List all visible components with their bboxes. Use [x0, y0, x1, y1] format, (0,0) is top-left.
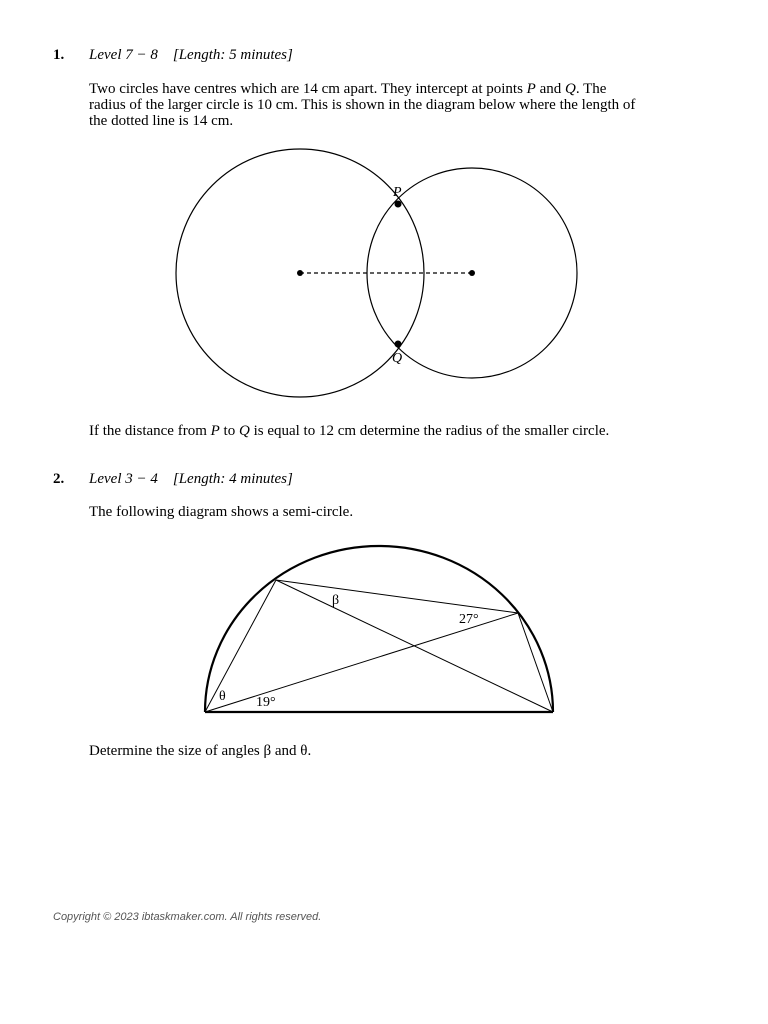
label-q: Q	[392, 351, 403, 366]
question-2-number: 2.	[53, 471, 65, 487]
question-2-header: Level 3 − 4 [Length: 4 minutes]	[89, 471, 293, 487]
question-2-intro: The following diagram shows a semi-circle.	[89, 504, 354, 520]
label-p: P	[393, 185, 402, 200]
copyright-footer: Copyright © 2023 ibtaskmaker.com. All rights reserved.	[53, 911, 322, 923]
question-1-intro-line-2: radius of the larger circle is 10 cm. This is shown in the diagram below where the length of	[89, 97, 636, 113]
label-angle-19: 19°	[256, 695, 276, 710]
question-1-intro-line-3: the dotted line is 14 cm.	[89, 113, 234, 129]
label-theta: θ	[219, 689, 226, 704]
question-1-header: Level 7 − 8 [Length: 5 minutes]	[89, 47, 293, 63]
semicircle-diagram	[0, 530, 768, 730]
chord-top-right	[276, 580, 518, 613]
label-angle-27: 27°	[459, 612, 479, 627]
label-beta: β	[332, 593, 340, 608]
chord-left-diagonal	[205, 613, 518, 712]
chord-right	[518, 613, 553, 712]
question-2-prompt: Determine the size of angles β and θ.	[89, 743, 312, 759]
larger-centre-point	[297, 270, 303, 276]
smaller-centre-point	[469, 270, 475, 276]
point-q	[395, 341, 402, 348]
chord-left-top	[205, 580, 276, 712]
question-1-prompt: If the distance from P to Q is equal to 12 cm determine the radius of the smaller circle.	[89, 423, 610, 439]
question-1-intro-line-1: Two circles have centres which are 14 cm apart. They intercept at points P and Q. The	[89, 81, 607, 97]
point-p	[395, 201, 402, 208]
two-circles-diagram	[0, 0, 768, 400]
question-1-number: 1.	[53, 47, 65, 63]
